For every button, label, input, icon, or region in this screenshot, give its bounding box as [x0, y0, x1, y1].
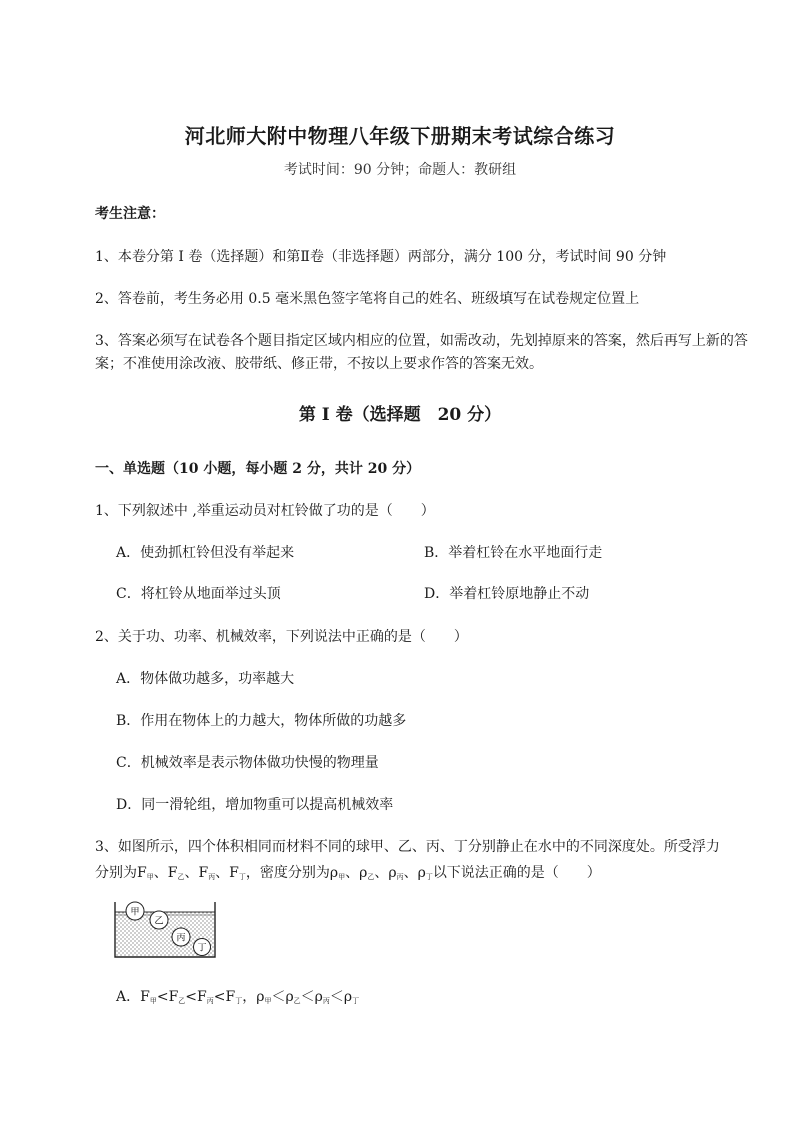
section-title: 第 I 卷（选择题 20 分） [298, 405, 502, 425]
q3-a-rho-sub-1: 甲 [264, 997, 272, 1005]
ball-jia [126, 902, 144, 920]
q3-a-rho-sub-3: 丙 [322, 997, 330, 1005]
q3-a-f-sub-1: 甲 [149, 997, 157, 1005]
q3-f-sub-4: 丁 [238, 873, 246, 881]
q3-a-rho-4: ρ [343, 989, 353, 1005]
q3-a-rho-sub-2: 乙 [293, 997, 301, 1005]
q2-option-d: D．同一滑轮组，增加物重可以提高机械效率 [116, 797, 394, 813]
ball-bing-label: 丙 [176, 933, 186, 944]
q3-a-f-3: F [197, 989, 207, 1005]
notice-item-2: 2、答卷前，考生务必用 0.5 毫米黑色签字笔将自己的姓名、班级填写在试卷规定位置上 [95, 291, 640, 307]
q3-a-f-sub-2: 乙 [178, 997, 186, 1005]
q3-f-sub-3: 丙 [208, 873, 216, 881]
q1-option-c: C．将杠铃从地面举过头顶 [116, 586, 281, 602]
q3-f-1: F [137, 865, 147, 881]
q3-stem-line1: 3、如图所示，四个体积相同而材料不同的球甲、乙、丙、丁分别静止在水中的不同深度处。所受浮力 [95, 839, 720, 855]
q3-stem-suffix: 以下说法正确的是（ ） [432, 865, 601, 881]
ball-bing [172, 928, 190, 946]
q3-f-2: F [167, 865, 178, 881]
q3-a-label: A． [116, 989, 141, 1005]
q3-sep: 、 [345, 865, 360, 881]
ball-ding-label: 丁 [197, 943, 207, 954]
q3-f-sub-2: 乙 [177, 873, 185, 881]
exam-title: 河北师大附中物理八年级下册期末考试综合练习 [184, 124, 616, 148]
exam-subtitle: 考试时间：90 分钟；命题人：教研组 [283, 162, 517, 178]
q3-rho-2: ρ [359, 865, 368, 881]
notice-item-3: 3、答案必须写在试卷各个题目指定区域内相应的位置，如需改动，先划掉原来的答案，然后再写上新的答案；不准使用涂改液、胶带纸、修正带，不按以上要求作答的答案无效。 [95, 333, 748, 372]
q3-option-a [116, 986, 359, 1006]
q2-stem: 2、关于功、功率、机械效率，下列说法中正确的是（ ） [95, 629, 468, 645]
q3-a-rho-3: ρ [314, 989, 323, 1005]
q3-a-rho-lt: ＜ [271, 989, 286, 1005]
q3-f-sub-1: 甲 [146, 873, 154, 881]
q3-figure [112, 898, 218, 962]
q3-rho-sub-3: 丙 [396, 873, 404, 881]
q3-f-3: F [198, 865, 209, 881]
ball-ding [194, 939, 211, 956]
q3-f-4: F [229, 865, 239, 881]
q3-rho-3: ρ [388, 865, 397, 881]
q3-a-lt: < [185, 989, 198, 1005]
q3-a-rho-sub-4: 丁 [352, 997, 360, 1005]
q1-option-d: D．举着杠铃原地静止不动 [424, 586, 590, 602]
q3-stem-line2 [95, 862, 601, 882]
q3-a-rho-1: ρ [256, 989, 265, 1005]
notice-item-1: 1、本卷分第 I 卷（选择题）和第Ⅱ卷（非选择题）两部分，满分 100 分，考试时间 90 分钟 [95, 249, 667, 265]
q3-a-f-sub-4: 丁 [235, 997, 243, 1005]
q3-a-rho-2: ρ [285, 989, 294, 1005]
q3-a-f-1: F [140, 989, 150, 1005]
q1-option-a: A．使劲抓杠铃但没有举起来 [116, 545, 295, 561]
q3-rho-sub-4: 丁 [425, 873, 433, 881]
q3-rho-4: ρ [417, 865, 426, 881]
ball-jia-label: 甲 [130, 907, 140, 918]
q3-sep: 、 [374, 865, 389, 881]
q3-a-rho-lt: ＜ [300, 989, 315, 1005]
q3-a-lt: < [156, 989, 169, 1005]
notice-heading: 考生注意： [95, 206, 165, 222]
q3-sep: 、 [153, 865, 168, 881]
q3-rho-sub-1: 甲 [338, 873, 346, 881]
q3-rho-1: ρ [329, 865, 339, 881]
q3-sep: 、 [215, 865, 230, 881]
q3-density-mid: ，密度分别为 [245, 865, 330, 881]
q3-sep: 、 [403, 865, 418, 881]
q3-a-f-4: F [225, 989, 236, 1005]
q3-a-f-2: F [168, 989, 179, 1005]
ball-yi-label: 乙 [154, 916, 164, 927]
q1-stem: 1、下列叙述中 ,举重运动员对杠铃做了功的是（ ） [95, 503, 435, 519]
q2-option-c: C．机械效率是表示物体做功快慢的物理量 [116, 755, 379, 771]
q3-a-rho-lt: ＜ [329, 989, 344, 1005]
q2-option-a: A．物体做功越多，功率越大 [116, 671, 295, 687]
q3-sep: 、 [184, 865, 199, 881]
q3-a-comma: ， [242, 989, 257, 1005]
q1-option-b: B．举着杠铃在水平地面行走 [424, 545, 603, 561]
q3-rho-sub-2: 乙 [367, 873, 375, 881]
q3-a-f-sub-3: 丙 [206, 997, 214, 1005]
part-heading: 一、单选题（10 小题，每小题 2 分，共计 20 分） [95, 461, 421, 477]
ball-yi [150, 911, 168, 929]
q2-option-b: B．作用在物体上的力越大，物体所做的功越多 [116, 713, 407, 729]
q3-a-lt: < [213, 989, 226, 1005]
q3-stem-prefix: 分别为 [95, 865, 137, 881]
